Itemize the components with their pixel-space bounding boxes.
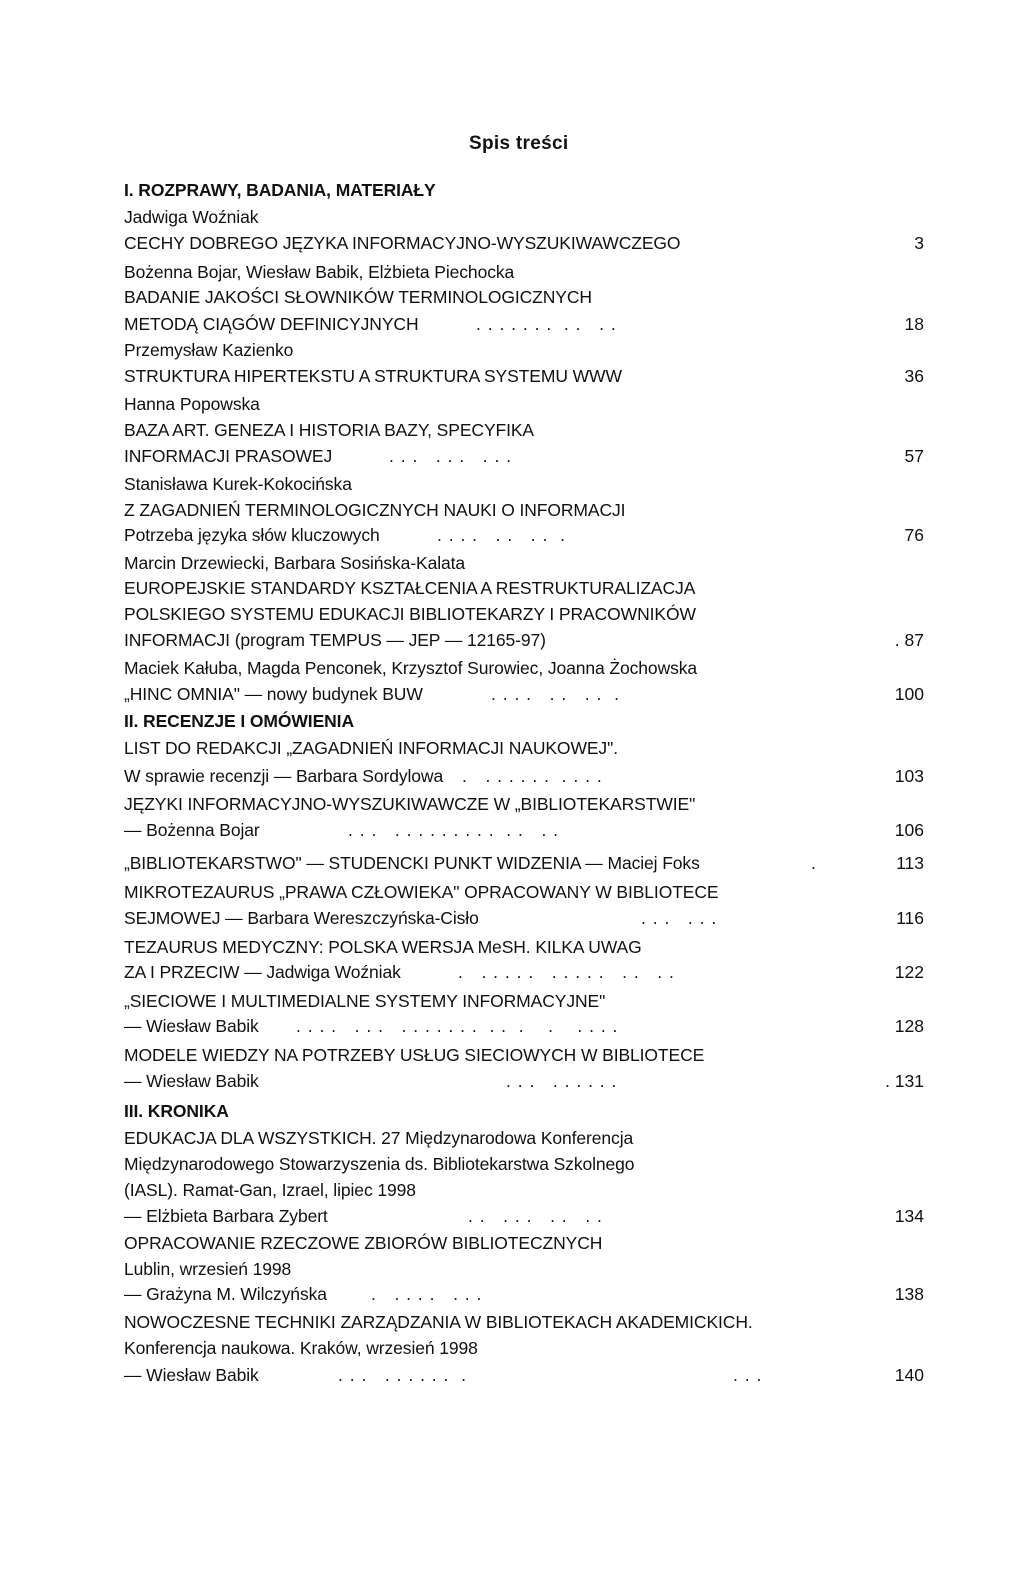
entry-line: (IASL). Ramat-Gan, Izrael, lipiec 1998 xyxy=(124,1180,416,1200)
entry-line: Stanisława Kurek-Kokocińska xyxy=(124,474,352,494)
entry-line: „HINC OMNIA" — nowy budynek BUW xyxy=(124,684,423,704)
entry-line: — Wiesław Babik xyxy=(124,1365,259,1385)
entry-line: NOWOCZESNE TECHNIKI ZARZĄDZANIA W BIBLIOTEKACH AKADEMICKICH. xyxy=(124,1312,753,1332)
dot-leader: . . . . . . . . . . . . . . . xyxy=(458,962,675,982)
page-number: 36 xyxy=(904,366,924,386)
entry-line: LIST DO REDAKCJI „ZAGADNIEŃ INFORMACJI NAUKOWEJ". xyxy=(124,738,618,758)
dot-leader: . . . . . . . . . xyxy=(506,1071,618,1091)
entry-line: — Wiesław Babik xyxy=(124,1016,259,1036)
entry-line: Przemysław Kazienko xyxy=(124,340,294,360)
page-number: 57 xyxy=(904,446,924,466)
entry-line: INFORMACJI (program TEMPUS — JEP — 12165-97) xyxy=(124,630,546,650)
page-number: 113 xyxy=(896,853,924,873)
entry-line: CECHY DOBREGO JĘZYKA INFORMACYJNO-WYSZUKIWAWCZEGO xyxy=(124,233,681,253)
entry-line: Potrzeba języka słów kluczowych xyxy=(124,525,380,545)
page-number: 76 xyxy=(904,525,924,545)
page-number: 103 xyxy=(894,766,924,786)
entry-line: Jadwiga Woźniak xyxy=(124,207,259,227)
entry-line: STRUKTURA HIPERTEKSTU A STRUKTURA SYSTEMU WWW xyxy=(124,366,622,386)
entry-line: EUROPEJSKIE STANDARDY KSZTAŁCENIA A RESTRUKTURALIZACJA xyxy=(124,578,696,598)
page-number: 116 xyxy=(896,908,924,928)
dot-leader: . . . . . . . . . . . xyxy=(476,314,617,334)
entry-line: SEJMOWEJ — Barbara Wereszczyńska-Cisło xyxy=(124,908,479,928)
entry-line: W sprawie recenzji — Barbara Sordylowa xyxy=(124,766,444,786)
dot-leader: . . . . . . xyxy=(641,908,718,928)
entry-line: — Grażyna M. Wilczyńska xyxy=(124,1284,327,1304)
entry-line: MODELE WIEDZY NA POTRZEBY USŁUG SIECIOWYCH W BIBLIOTECE xyxy=(124,1045,705,1065)
entry-line: Hanna Popowska xyxy=(124,394,260,414)
page-number: 134 xyxy=(894,1206,924,1226)
dot-leader: . . . . . . . . . . xyxy=(338,1365,467,1385)
page-number: 100 xyxy=(894,684,924,704)
page-number: 128 xyxy=(894,1016,924,1036)
entry-line: — Elżbieta Barbara Zybert xyxy=(124,1206,328,1226)
entry-line: JĘZYKI INFORMACYJNO-WYSZUKIWAWCZE W „BIBLIOTEKARSTWIE" xyxy=(124,794,696,814)
page-number: 18 xyxy=(904,314,924,334)
entry-line: BADANIE JAKOŚCI SŁOWNIKÓW TERMINOLOGICZNYCH xyxy=(124,287,592,307)
entry-line: Lublin, wrzesień 1998 xyxy=(124,1259,292,1279)
entry-line: OPRACOWANIE RZECZOWE ZBIORÓW BIBLIOTECZNYCH xyxy=(124,1233,603,1253)
entry-line: POLSKIEGO SYSTEMU EDUKACJI BIBLIOTEKARZY I PRACOWNIKÓW xyxy=(124,604,696,624)
entry-line: „BIBLIOTEKARSTWO" — STUDENCKI PUNKT WIDZENIA — Maciej Foks xyxy=(124,853,700,873)
page-number: . 131 xyxy=(885,1071,924,1091)
page-title: Spis treści xyxy=(469,133,569,154)
page-number: 122 xyxy=(894,962,924,982)
dot-leader: . . . . . . . . . xyxy=(437,525,566,545)
entry-line: „SIECIOWE I MULTIMEDIALNE SYSTEMY INFORMACYJNE" xyxy=(124,991,606,1011)
entry-line: Marcin Drzewiecki, Barbara Sosińska-Kalata xyxy=(124,553,466,573)
dot-leader: . . . . . . . . . . . . . . . . xyxy=(348,820,560,840)
entry-line: Bożenna Bojar, Wiesław Babik, Elżbieta Piechocka xyxy=(124,262,515,282)
dot-leader: . . . . . . . . . . . xyxy=(462,766,603,786)
page-number: 140 xyxy=(894,1365,924,1385)
entry-line: BAZA ART. GENEZA I HISTORIA BAZY, SPECYFIKA xyxy=(124,420,535,440)
entry-line: Konferencja naukowa. Kraków, wrzesień 1998 xyxy=(124,1338,478,1358)
dot-leader: . xyxy=(811,853,817,873)
entry-line: TEZAURUS MEDYCZNY: POLSKA WERSJA MeSH. KILKA UWAG xyxy=(124,937,642,957)
entry-line: METODĄ CIĄGÓW DEFINICYJNYCH xyxy=(124,314,419,334)
page-number: 138 xyxy=(894,1284,924,1304)
dot-leader: . . . . . . . . . . . . . . . . . . . . . . xyxy=(296,1016,619,1036)
dot-leader: . . . . . . . . . xyxy=(389,446,513,466)
entry-line: Międzynarodowego Stowarzyszenia ds. Bibliotekarstwa Szkolnego xyxy=(124,1154,635,1174)
entry-line: — Wiesław Babik xyxy=(124,1071,259,1091)
entry-line: Maciek Kałuba, Magda Penconek, Krzysztof Surowiec, Joanna Żochowska xyxy=(124,658,698,678)
entry-line: INFORMACJI PRASOWEJ xyxy=(124,446,333,466)
entry-line: MIKROTEZAURUS „PRAWA CZŁOWIEKA" OPRACOWANY W BIBLIOTECE xyxy=(124,882,719,902)
dot-leader: . . . xyxy=(733,1365,763,1385)
dot-leader: . . . . . . . . xyxy=(371,1284,483,1304)
page-number: 106 xyxy=(894,820,924,840)
page-number: . 87 xyxy=(894,630,924,650)
entry-line: ZA I PRZECIW — Jadwiga Woźniak xyxy=(124,962,401,982)
page-number: 3 xyxy=(914,233,924,253)
dot-leader: . . . . . . . . . xyxy=(468,1206,603,1226)
entry-line: — Bożenna Bojar xyxy=(124,820,260,840)
section-heading: II. RECENZJE I OMÓWIENIA xyxy=(124,711,354,731)
section-heading: I. ROZPRAWY, BADANIA, MATERIAŁY xyxy=(124,180,436,200)
entry-line: EDUKACJA DLA WSZYSTKICH. 27 Międzynarodowa Konferencja xyxy=(124,1128,634,1148)
entry-line: Z ZAGADNIEŃ TERMINOLOGICZNYCH NAUKI O INFORMACJI xyxy=(124,500,626,520)
dot-leader: . . . . . . . . . xyxy=(491,684,620,704)
section-heading: III. KRONIKA xyxy=(124,1101,229,1121)
